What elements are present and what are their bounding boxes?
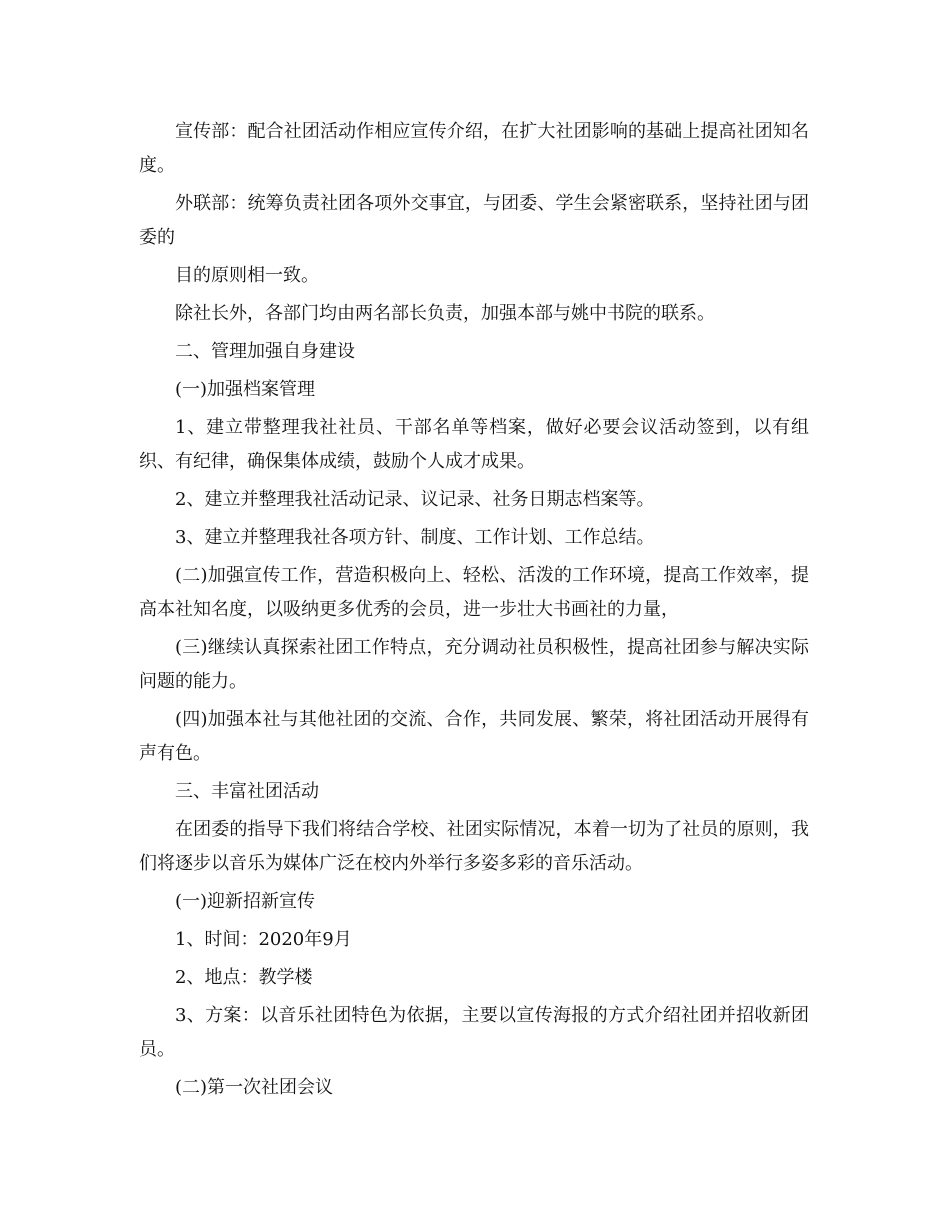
subheading-recruitment: (一)迎新招新宣传 <box>175 891 316 912</box>
paragraph-liaison-dept: 外联部：统筹负责社团各项外交事宜，与团委、学生会紧密联系，坚持社团与团委的 <box>139 193 809 248</box>
list-item-archives-2: 2、建立并整理我社活动记录、议记录、社务日期志档案等。 <box>175 489 655 510</box>
list-item-archives-1: 1、建立带整理我社社员、干部名单等档案，做好必要会议活动签到，以有组织、有纪律，确保集体成绩，鼓励个人成才成果。 <box>139 417 809 472</box>
section-heading-activities: 三、丰富社团活动 <box>175 781 319 802</box>
section-heading-management: 二、管理加强自身建设 <box>175 341 355 362</box>
paragraph-liaison-continued: 目的原则相一致。 <box>175 265 319 286</box>
paragraph-cooperation: (四)加强本社与其他社团的交流、合作，共同发展、繁荣，将社团活动开展得有声有色。 <box>139 709 809 764</box>
subheading-first-meeting: (二)第一次社团会议 <box>175 1077 334 1098</box>
paragraph-publicity-work: (二)加强宣传工作，营造积极向上、轻松、活泼的工作环境，提高工作效率，提高本社知名度，以吸纳更多优秀的会员，进一步壮大书画社的力量， <box>139 565 809 620</box>
list-item-location: 2、地点：教学楼 <box>175 967 313 988</box>
paragraph-explore-features: (三)继续认真探索社团工作特点，充分调动社员积极性，提高社团参与解决实际问题的能力。 <box>139 637 809 692</box>
list-item-archives-3: 3、建立并整理我社各项方针、制度、工作计划、工作总结。 <box>175 527 655 548</box>
paragraph-department-heads: 除社长外，各部门均由两名部长负责，加强本部与姚中书院的联系。 <box>175 303 715 324</box>
list-item-plan: 3、方案：以音乐社团特色为依据，主要以宣传海报的方式介绍社团并招收新团员。 <box>139 1005 809 1060</box>
subheading-archives: (一)加强档案管理 <box>175 379 316 400</box>
paragraph-activities-intro: 在团委的指导下我们将结合学校、社团实际情况，本着一切为了社员的原则，我们将逐步以音乐为媒体广泛在校内外举行多姿多彩的音乐活动。 <box>139 819 809 874</box>
list-item-time: 1、时间：2020年9月 <box>175 929 352 950</box>
document-body <box>139 115 809 1109</box>
paragraph-publicity-dept: 宣传部：配合社团活动作相应宣传介绍，在扩大社团影响的基础上提高社团知名度。 <box>139 121 809 176</box>
